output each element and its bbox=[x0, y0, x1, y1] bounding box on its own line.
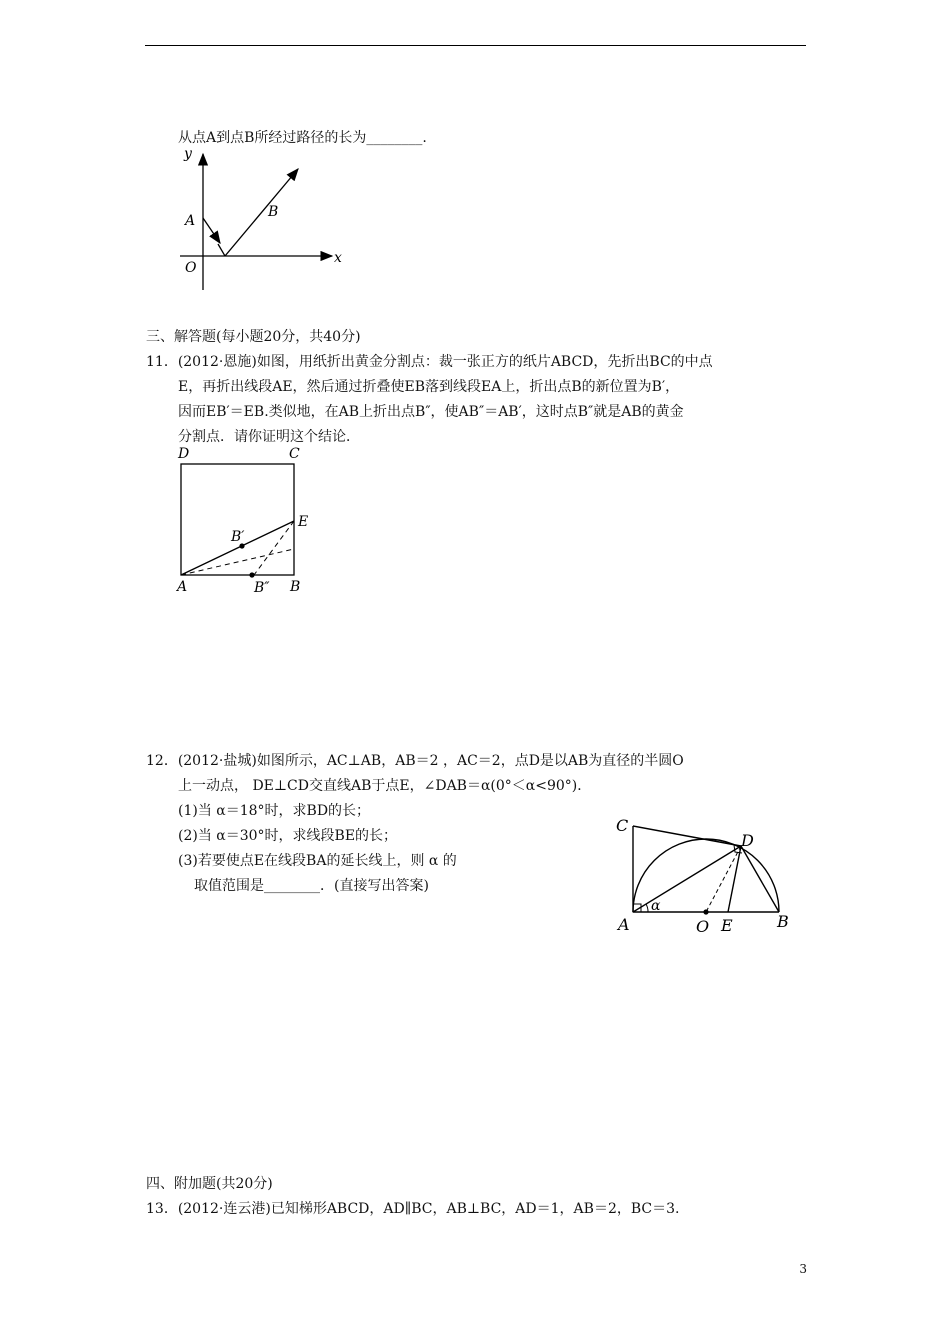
label-B-double-prime: B″ bbox=[254, 580, 270, 596]
segment-ad bbox=[633, 846, 741, 912]
prev-question-tail: 从点A到点B所经过路径的长为________. bbox=[178, 130, 427, 146]
label-B: B bbox=[777, 912, 789, 931]
label-D: D bbox=[178, 446, 190, 462]
q11-line4: 分割点．请你证明这个结论． bbox=[178, 429, 360, 445]
square-abcd bbox=[181, 464, 294, 575]
path-vertex-link bbox=[218, 244, 225, 256]
q12-sub2: (2)当 α＝30°时，求线段BE的长； bbox=[178, 828, 398, 844]
label-O: O bbox=[696, 917, 710, 936]
path-figure bbox=[170, 140, 350, 295]
q11-line3: 因而EB′＝EB.类似地，在AB上折出点B″，使AB″＝AB′，这时点B″就是AB的黄金 bbox=[178, 404, 684, 420]
q12-sub3a: (3)若要使点E在线段BA的延长线上，则 α 的 bbox=[178, 853, 457, 869]
path-segment-a bbox=[203, 218, 220, 243]
q11-line2: E，再折出线段AE，然后通过折叠使EB落到线段EA上，折出点B的新位置为B′， bbox=[178, 379, 680, 395]
angle-alpha-arc bbox=[646, 904, 648, 912]
point-b-double-prime bbox=[249, 572, 254, 577]
golden-section-figure bbox=[170, 442, 320, 602]
center-o bbox=[703, 909, 708, 914]
fold-line-a bbox=[181, 549, 294, 575]
label-B-prime: B′ bbox=[231, 529, 245, 545]
section4-title: 四、附加题(共20分) bbox=[146, 1176, 273, 1192]
label-alpha: α bbox=[651, 898, 661, 914]
label-B: B bbox=[290, 579, 301, 595]
label-x: x bbox=[334, 250, 342, 266]
page-number: 3 bbox=[799, 1262, 807, 1276]
q13-line1: 13．(2012·连云港)已知梯形ABCD，AD∥BC，AB⊥BC，AD＝1，AB＝2，BC＝3. bbox=[146, 1201, 680, 1217]
path-segment-b bbox=[225, 169, 298, 256]
q11-line1: 11．(2012·恩施)如图，用纸折出黄金分割点：裁一张正方的纸片ABCD，先折出BC的中点 bbox=[146, 354, 713, 370]
label-B: B bbox=[268, 204, 279, 220]
label-C: C bbox=[289, 446, 300, 462]
segment-cd bbox=[633, 826, 741, 846]
label-A: A bbox=[185, 213, 196, 229]
q12-line2: 上一动点， DE⊥CD交直线AB于点E，∠DAB＝α(0°＜α<90°)． bbox=[178, 778, 592, 794]
semicircle-figure bbox=[610, 810, 800, 940]
q12-sub3b: 取值范围是________．(直接写出答案) bbox=[194, 878, 429, 894]
label-A: A bbox=[618, 915, 630, 934]
label-E: E bbox=[721, 916, 733, 935]
label-A: A bbox=[177, 579, 188, 595]
label-D: D bbox=[741, 831, 754, 850]
section3-title: 三、解答题(每小题20分，共40分) bbox=[146, 329, 361, 345]
label-O: O bbox=[185, 260, 197, 276]
fold-line-e bbox=[254, 521, 294, 575]
segment-db bbox=[741, 846, 779, 912]
header-rule bbox=[145, 45, 806, 46]
q12-line1: 12．(2012·盐城)如图所示，AC⊥AB，AB＝2 ，AC＝2，点D是以AB为直径的半圆O bbox=[146, 753, 684, 769]
label-E: E bbox=[298, 514, 309, 530]
label-C: C bbox=[616, 816, 629, 835]
q12-sub1: (1)当 α＝18°时，求BD的长； bbox=[178, 803, 371, 819]
label-y: y bbox=[184, 146, 192, 162]
segment-de bbox=[728, 846, 741, 912]
